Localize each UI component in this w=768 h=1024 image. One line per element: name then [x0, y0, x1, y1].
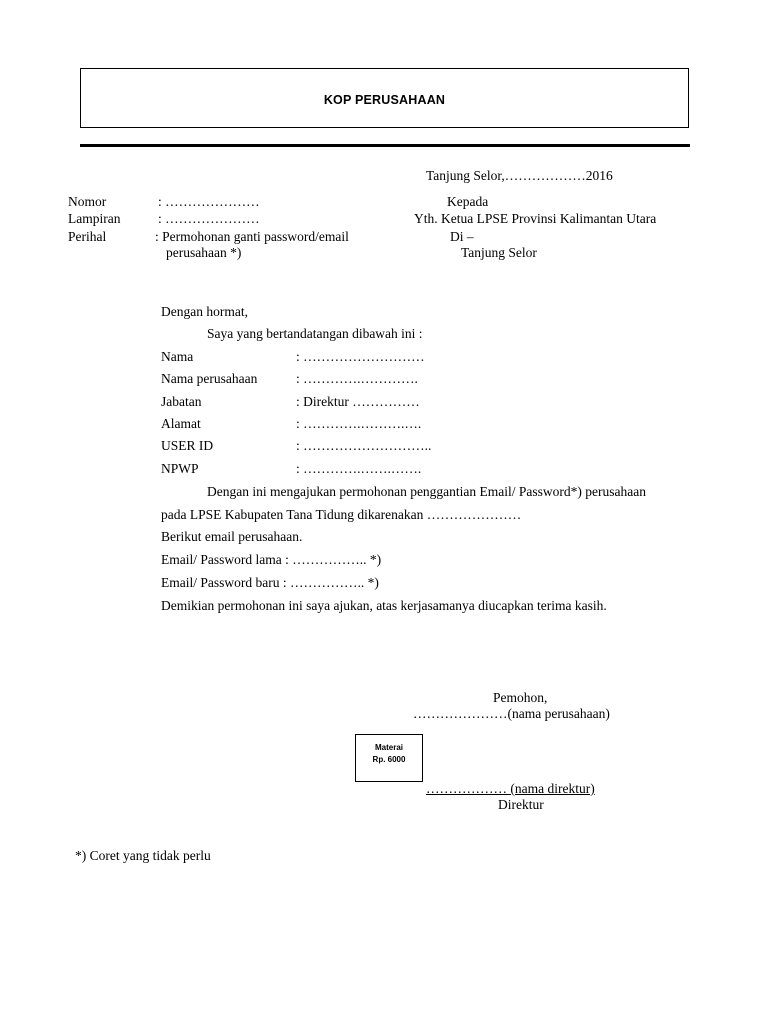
perihal-value: : Permohonan ganti password/email	[155, 229, 349, 244]
request-paragraph-continued: pada LPSE Kabupaten Tana Tidung dikarenakan …………………	[161, 507, 522, 522]
stamp-duty-box	[355, 734, 423, 782]
nomor-label: Nomor	[68, 194, 107, 209]
field-label: USER ID	[161, 438, 214, 453]
field-value: : ………….………….	[296, 371, 418, 386]
field-value: : ………….……….….	[296, 416, 422, 431]
perihal-value-continued: perusahaan *)	[166, 245, 242, 260]
signature-director-name: ……………… (nama direktur)	[426, 781, 595, 796]
stamp-duty-amount: Rp. 6000	[372, 755, 406, 764]
recipient-kepada: Kepada	[447, 194, 489, 209]
email-intro: Berikut email perusahaan.	[161, 529, 303, 544]
field-value: : ………………………..	[296, 438, 432, 453]
field-label: Alamat	[161, 416, 201, 431]
nomor-value: : …………………	[158, 194, 260, 209]
letterhead-box	[80, 68, 689, 128]
greeting: Dengan hormat,	[161, 304, 248, 319]
intro: Saya yang bertandatangan dibawah ini :	[207, 326, 423, 341]
signature-pemohon: Pemohon,	[493, 690, 548, 705]
field-value: : ………….…….…….	[296, 461, 422, 476]
closing: Demikian permohonan ini saya ajukan, atas kerjasamanya diucapkan terima kasih.	[161, 598, 607, 613]
lampiran-label: Lampiran	[68, 211, 121, 226]
stamp-duty-label: Materai	[374, 743, 403, 752]
field-label: NPWP	[161, 461, 199, 476]
lampiran-value: : …………………	[158, 211, 260, 226]
email-old: Email/ Password lama : …………….. *)	[161, 552, 382, 567]
letterhead-title: KOP PERUSAHAAN	[323, 93, 446, 107]
perihal-label: Perihal	[68, 229, 107, 244]
recipient-yth: Yth. Ketua LPSE Provinsi Kalimantan Utara	[414, 211, 657, 226]
letterhead-divider	[80, 144, 690, 147]
email-new: Email/ Password baru : …………….. *)	[161, 575, 379, 590]
field-value: : Direktur ……………	[296, 394, 420, 409]
recipient-place: Tanjung Selor	[461, 245, 537, 260]
field-label: Nama	[161, 349, 194, 364]
signature-director-title: Direktur	[498, 797, 544, 812]
field-label: Jabatan	[161, 394, 202, 409]
field-value: : ………………………	[296, 349, 425, 364]
request-paragraph: Dengan ini mengajukan permohonan penggantian Email/ Password*) perusahaan	[207, 484, 647, 499]
place-date: Tanjung Selor,………………2016	[426, 168, 613, 183]
recipient-di: Di –	[450, 229, 474, 244]
field-label: Nama perusahaan	[161, 371, 258, 386]
footnote: *) Coret yang tidak perlu	[75, 848, 211, 863]
signature-company: …………………(nama perusahaan)	[413, 706, 610, 721]
